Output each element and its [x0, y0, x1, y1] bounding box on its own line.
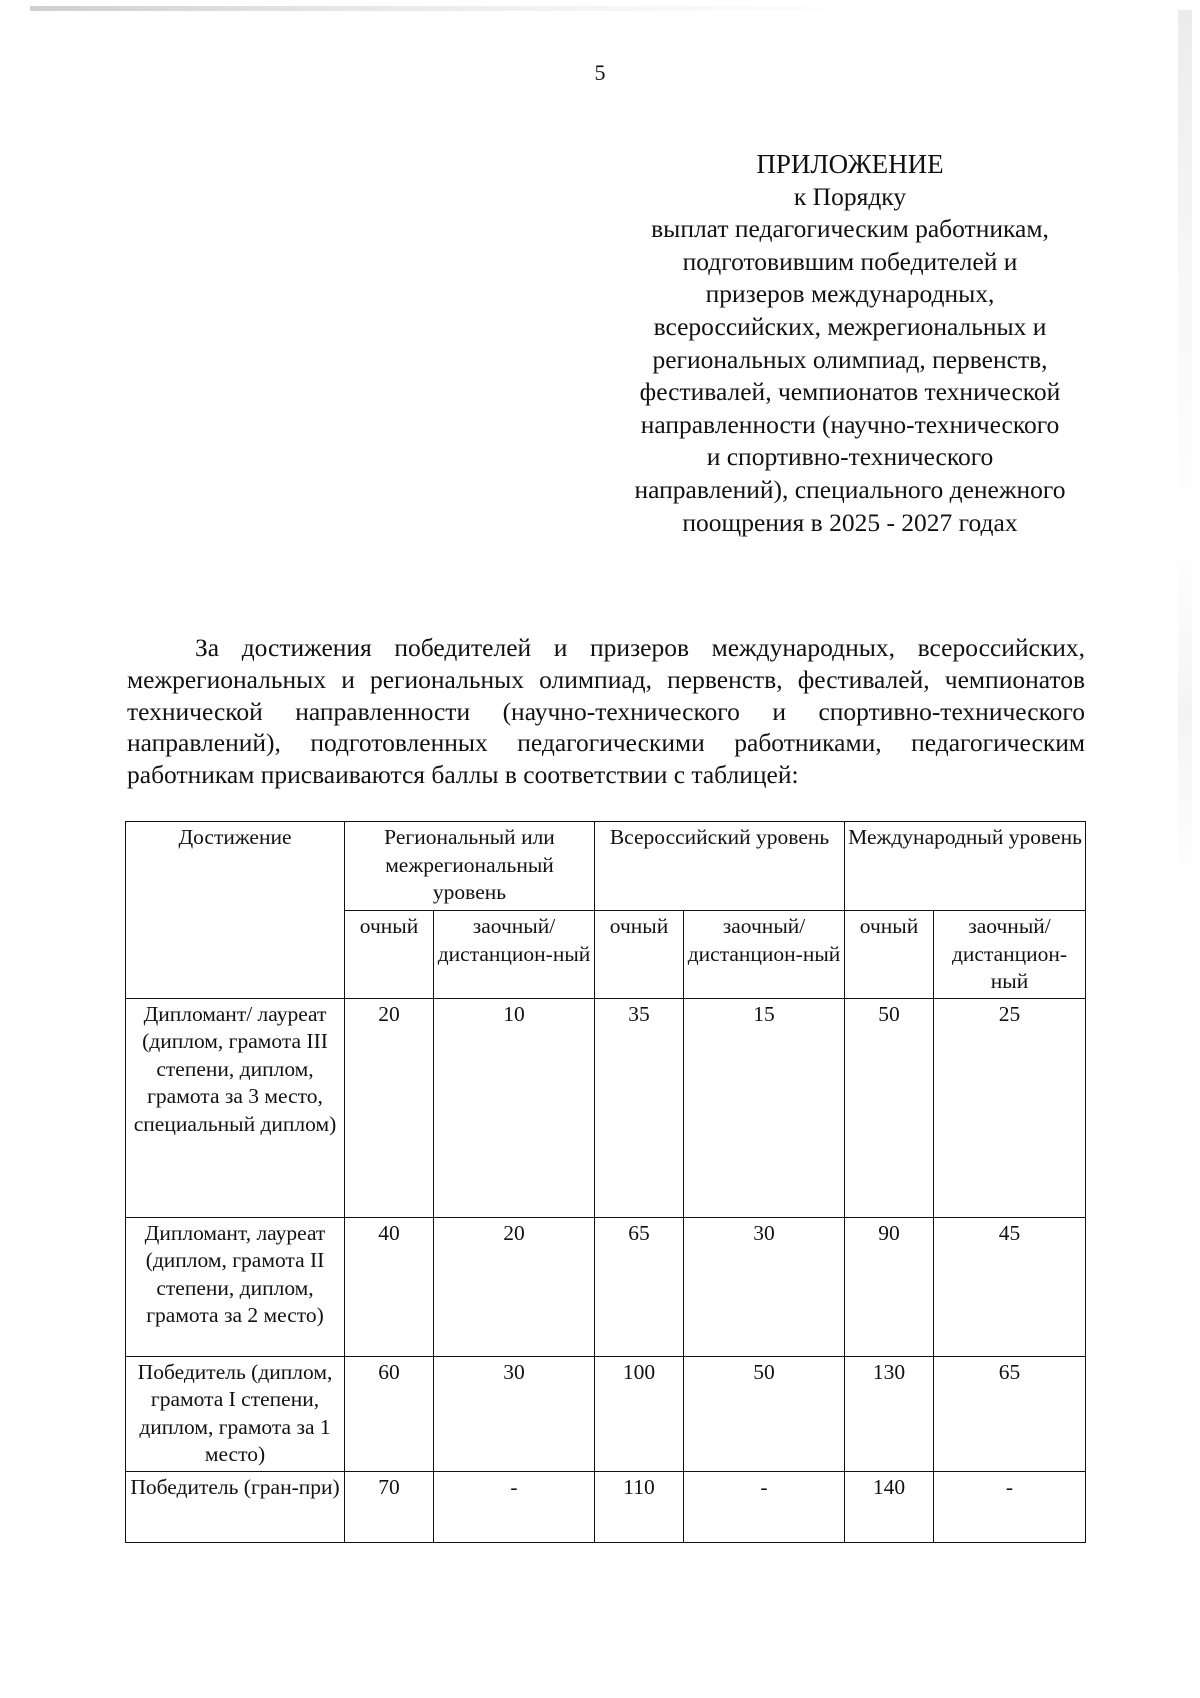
table-row	[126, 1217, 1086, 1356]
scan-artifact-top	[30, 6, 870, 11]
intro-paragraph: За достижения победителей и призеров международных, всероссийских, межрегиональных и региональных олимпиад, первенств, фестивалей, чемпионатов технической направленности (научно-технического и спортивно-технического направлений), подготовленных педагогическими работниками, педагогическим работникам присваиваются баллы в соответствии с таблицей:	[127, 633, 1085, 790]
page-number: 5	[594, 60, 606, 85]
appendix-line: региональных олимпиад, первенств,	[652, 344, 1048, 374]
score-cell: 20	[345, 998, 434, 1217]
appendix-line: направлений), специального денежного	[634, 474, 1066, 504]
score-cell: 35	[595, 998, 684, 1217]
appendix-line: к Порядку	[793, 181, 907, 211]
header-form: очный	[595, 911, 684, 999]
appendix-header	[600, 148, 1100, 539]
table-row	[126, 1356, 1086, 1471]
appendix-line: направленности (научно-технического	[640, 409, 1060, 439]
score-cell: 30	[684, 1217, 845, 1356]
score-cell: 65	[595, 1217, 684, 1356]
score-cell: 130	[845, 1356, 934, 1471]
appendix-line: подготовившим победителей и	[682, 246, 1018, 276]
score-cell: 15	[684, 998, 845, 1217]
score-cell: 65	[934, 1356, 1086, 1471]
score-cell: 90	[845, 1217, 934, 1356]
score-cell: 45	[934, 1217, 1086, 1356]
score-cell: 100	[595, 1356, 684, 1471]
header-form: заочный/ дистанцион-ный	[434, 911, 595, 999]
row-achievement: Победитель (диплом, грамота I степени, диплом, грамота за 1 место)	[126, 1356, 345, 1471]
appendix-line: выплат педагогическим работникам,	[651, 214, 1049, 244]
header-level-international: Международный уровень	[845, 822, 1086, 911]
appendix-line: фестивалей, чемпионатов технической	[639, 377, 1061, 407]
header-form: очный	[345, 911, 434, 999]
header-form: заочный/ дистанцион-ный	[934, 911, 1086, 999]
score-cell: 50	[845, 998, 934, 1217]
score-cell: -	[684, 1471, 845, 1542]
score-cell: 40	[345, 1217, 434, 1356]
table-row	[126, 1471, 1086, 1542]
header-achievement: Достижение	[126, 822, 345, 999]
score-cell: 140	[845, 1471, 934, 1542]
score-cell: 10	[434, 998, 595, 1217]
scores-table	[125, 821, 1086, 1543]
score-cell: 25	[934, 998, 1086, 1217]
score-cell: 110	[595, 1471, 684, 1542]
appendix-line: всероссийских, межрегиональных и	[653, 311, 1047, 341]
score-cell: 50	[684, 1356, 845, 1471]
score-cell: 70	[345, 1471, 434, 1542]
score-cell: -	[434, 1471, 595, 1542]
appendix-line: и спортивно-технического	[706, 442, 994, 472]
header-level-regional: Региональный или межрегиональный уровень	[345, 822, 595, 911]
appendix-line: призеров международных,	[705, 279, 995, 309]
row-achievement: Дипломант/ лауреат (диплом, грамота III степени, диплом, грамота за 3 место, специальный диплом)	[126, 998, 345, 1217]
table-header-row	[126, 822, 1086, 911]
header-form: очный	[845, 911, 934, 999]
appendix-line: поощрения в 2025 - 2027 годах	[682, 507, 1018, 537]
header-level-national: Всероссийский уровень	[595, 822, 845, 911]
scan-artifact-right	[1178, 10, 1192, 890]
table-row	[126, 998, 1086, 1217]
row-achievement: Победитель (гран-при)	[126, 1471, 345, 1542]
appendix-title: ПРИЛОЖЕНИЕ	[756, 149, 944, 179]
header-form: заочный/ дистанцион-ный	[684, 911, 845, 999]
score-cell: 20	[434, 1217, 595, 1356]
score-cell: 60	[345, 1356, 434, 1471]
score-cell: 30	[434, 1356, 595, 1471]
row-achievement: Дипломант, лауреат (диплом, грамота II степени, диплом, грамота за 2 место)	[126, 1217, 345, 1356]
score-cell: -	[934, 1471, 1086, 1542]
